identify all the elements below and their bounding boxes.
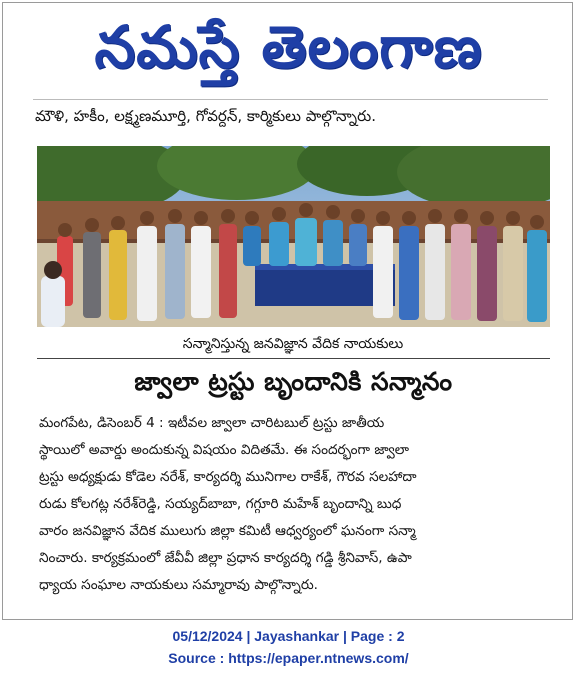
- source-link[interactable]: Source : https://epaper.ntnews.com/: [168, 650, 409, 666]
- event-photo: [37, 146, 550, 327]
- body-line: మంగపేట, డిసెంబర్ 4 : ఇటీవల జ్వాలా చారిటబుల్ ట్రస్టు జాతీయ: [39, 415, 385, 431]
- article-body: [39, 410, 551, 599]
- clipping-frame: [2, 2, 573, 620]
- body-line: వారం జనవిజ్ఞాన వేదిక ములుగు జిల్లా కమిటీ ఆధ్వర్యంలో ఘనంగా సన్మా: [39, 523, 416, 539]
- body-line: ట్రస్టు అధ్యక్షుడు కోడెల నరేశ్, కార్యదర్శి మునిగాల రాకేశ్, గౌరవ సలహాదా: [39, 469, 417, 485]
- body-line: రుడు కోలగట్ల నరేశ్‌రెడ్డి, సయ్యద్‌బాబా, గగ్గూరి మహేశ్ బృందాన్ని బుధ: [39, 496, 402, 512]
- newspaper-masthead: నమస్తే తెలంగాణ: [94, 13, 483, 81]
- event-photo-illustration: [37, 146, 550, 327]
- edition-info: 05/12/2024 | Jayashankar | Page : 2: [172, 628, 405, 644]
- article-headline: జ్వాలా ట్రస్టు బృందానికి సన్మానం: [134, 367, 453, 396]
- body-line: స్థాయిలో అవార్డు అందుకున్న విషయం విదితమే. ఈ సందర్భంగా జ్వాలా: [39, 442, 410, 458]
- body-line: నించారు. కార్యక్రమంలో జేవీవీ జిల్లా ప్రధాన కార్యదర్శి గడ్డి శ్రీనివాస్, ఉపా: [39, 550, 412, 566]
- photo-caption: సన్మానిస్తున్న జనవిజ్ఞాన వేదిక నాయకులు: [182, 336, 404, 352]
- divider: [33, 99, 548, 100]
- body-line: ధ్యాయ సంఘాల నాయకులు సమ్మారావు పాల్గొన్నారు.: [39, 577, 318, 593]
- caption-divider: [37, 358, 550, 359]
- previous-article-tail: మౌళి, హకీం, లక్ష్మణమూర్తి, గోవర్దన్, కార్మికులు పాల్గొన్నారు.: [35, 107, 376, 125]
